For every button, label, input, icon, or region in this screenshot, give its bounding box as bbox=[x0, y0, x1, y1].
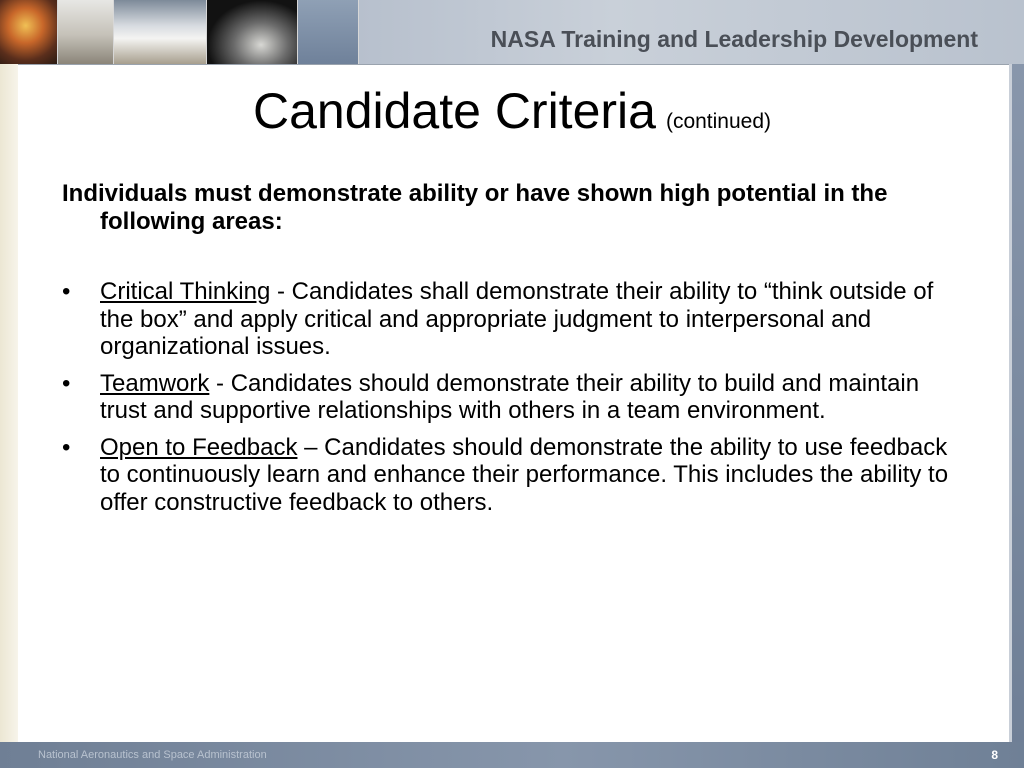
slide-title bbox=[0, 82, 1024, 140]
mars-landscape-photo bbox=[0, 0, 58, 64]
left-edge-strip bbox=[0, 64, 18, 742]
criteria-term: Critical Thinking bbox=[100, 278, 271, 305]
criteria-term: Open to Feedback bbox=[100, 433, 298, 461]
bullet-icon: • bbox=[62, 433, 71, 461]
criteria-separator: - bbox=[209, 369, 231, 397]
criteria-description: Candidates should demonstrate the ability to use feedback to continuously learn and enhance their performance. This includes the ability to offer constructive feedback to others. bbox=[100, 433, 949, 516]
criteria-description: Candidates should demonstrate their ability to build and maintain trust and supportive relationships with others in a team environment. bbox=[100, 369, 920, 424]
page-number: 8 bbox=[991, 748, 998, 762]
intro-text: Individuals must demonstrate ability or have shown high potential in the following areas: bbox=[62, 180, 888, 235]
title-main: Candidate Criteria bbox=[252, 83, 656, 139]
right-side-bar bbox=[1012, 64, 1024, 742]
criteria-item-critical-thinking bbox=[62, 278, 967, 361]
moon-surface-photo bbox=[207, 0, 298, 64]
footer-bar bbox=[0, 742, 1024, 768]
brand-title: NASA Training and Leadership Development bbox=[490, 26, 978, 52]
header-banner bbox=[0, 0, 1024, 65]
criteria-description: Candidates shall demonstrate their ability to “think outside of the box” and apply critical and appropriate judgment to interpersonal and organizational issues. bbox=[100, 278, 934, 360]
criteria-list bbox=[62, 278, 967, 516]
bullet-icon: • bbox=[62, 369, 71, 397]
footer-organization: National Aeronautics and Space Administration bbox=[38, 749, 267, 761]
slide-body bbox=[62, 180, 967, 525]
astronaut-photo bbox=[58, 0, 114, 64]
space-shuttle-photo bbox=[114, 0, 207, 64]
criteria-item-teamwork bbox=[62, 370, 967, 425]
photo-strip bbox=[0, 0, 359, 64]
criteria-separator: – bbox=[297, 433, 325, 461]
criteria-term: Teamwork bbox=[100, 369, 210, 397]
criteria-item-open-to-feedback bbox=[62, 434, 967, 517]
bullet-icon: • bbox=[62, 278, 71, 305]
earth-horizon-photo bbox=[298, 0, 359, 64]
title-subtitle: (continued) bbox=[665, 110, 772, 133]
criteria-separator: - bbox=[270, 278, 292, 305]
